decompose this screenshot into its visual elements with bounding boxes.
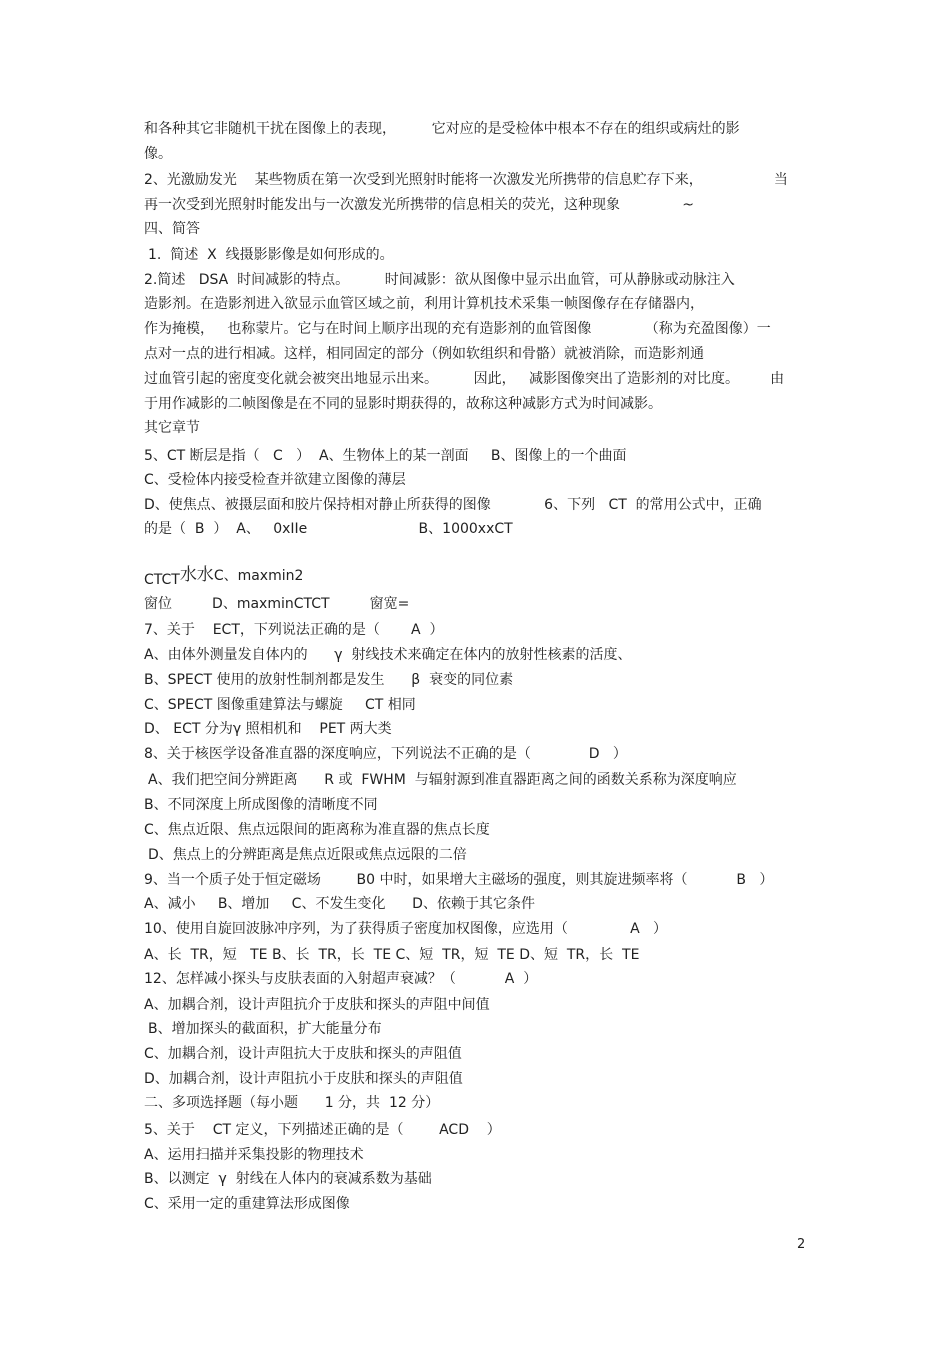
text-line: 作为掩模， 也称蒙片。它与在时间上顺序出现的充有造影剂的血管图像 （称为充盈图像）一 (144, 321, 771, 337)
option-line: C、焦点近限、焦点远限间的距离称为准直器的焦点长度 (144, 822, 490, 838)
option-line: A、减小 B、增加 C、不发生变化 D、依赖于其它条件 (144, 896, 535, 912)
option-line: A、我们把空间分辨距离 R 或 FWHM 与辐射源到准直器距离之间的函数关系称为深度响应 (148, 772, 737, 788)
option-line: A、运用扫描并采集投影的物理技术 (144, 1147, 364, 1163)
option-line: D、 ECT 分为γ 照相机和 PET 两大类 (144, 721, 392, 737)
option-line: B、不同深度上所成图像的清晰度不同 (144, 797, 378, 813)
question-line: 8、关于核医学设备准直器的深度响应，下列说法不正确的是（ D ） (144, 746, 627, 762)
option-line: A、加耦合剂，设计声阻抗介于皮肤和探头的声阻中间值 (144, 997, 490, 1013)
text-line: 和各种其它非随机干扰在图像上的表现， 它对应的是受检体中根本不存在的组织或病灶的影 (144, 121, 740, 137)
text-line: 2、光激励发光 某些物质在第一次受到光照射时能将一次激发光所携带的信息贮存下来， 当 (144, 172, 788, 188)
option-line: D、加耦合剂，设计声阻抗小于皮肤和探头的声阻值 (144, 1071, 463, 1087)
option-line: D、焦点上的分辨距离是焦点近限或焦点远限的二倍 (148, 847, 467, 863)
question-line: 7、关于 ECT，下列说法正确的是（ A ） (144, 622, 444, 638)
option-line: C、采用一定的重建算法形成图像 (144, 1196, 350, 1212)
section-heading: 二、多项选择题（每小题 1 分，共 12 分） (144, 1095, 440, 1111)
formula-line: CTCT (144, 572, 180, 588)
option-line: C、SPECT 图像重建算法与螺旋 CT 相同 (144, 697, 416, 713)
question-line: 5、关于 CT 定义，下列描述正确的是（ ACD ） (144, 1122, 501, 1138)
question-line: 10、使用自旋回波脉冲序列，为了获得质子密度加权图像，应选用（ A ） (144, 921, 668, 937)
text-line: 点对一点的进行相减。这样，相同固定的部分（例如软组织和骨骼）就被消除，而造影剂通 (144, 346, 704, 362)
formula-line: 窗位 D、maxminCTCT 窗宽= (144, 596, 410, 612)
option-line: B、以测定 γ 射线在人体内的衰减系数为基础 (144, 1171, 432, 1187)
text-line: 过血管引起的密度变化就会被突出地显示出来。 因此， 减影图像突出了造影剂的对比度。 由 (144, 371, 785, 387)
text-line: 造影剂。在造影剂进入欲显示血管区域之前，利用计算机技术采集一帧图像存在存储器内， (144, 296, 704, 312)
question-line: 1. 简述 X 线摄影影像是如何形成的。 (148, 247, 394, 263)
section-heading: 四、简答 (144, 221, 200, 237)
text-line: 于用作减影的二帧图像是在不同的显影时期获得的，故称这种减影方式为时间减影。 (144, 396, 662, 412)
section-heading: 其它章节 (144, 420, 200, 436)
water-glyph: 水水 (179, 565, 214, 585)
question-line: 2.简述 DSA 时间减影的特点。 时间减影：欲从图像中显示出血管，可从静脉或动脉注入 (144, 272, 735, 288)
option-line: A、长 TR，短 TE B、长 TR，长 TE C、短 TR，短 TE D、短 TR，长 TE (144, 947, 640, 963)
question-line: 12、怎样减小探头与皮肤表面的入射超声衰减？（ A ） (144, 971, 538, 987)
option-line: D、使焦点、被摄层面和胶片保持相对静止所获得的图像 6、下列 CT 的常用公式中，正确 (144, 497, 762, 513)
option-line: C、受检体内接受检查并欲建立图像的薄层 (144, 472, 406, 488)
option-line: B、SPECT 使用的放射性制剂都是发生 β 衰变的同位素 (144, 672, 514, 688)
option-line: A、由体外测量发自体内的 γ 射线技术来确定在体内的放射性核素的活度、 (144, 647, 632, 663)
text-line: 再一次受到光照射时能发出与一次激发光所携带的信息相关的荧光，这种现象 ~ (144, 197, 695, 213)
text-line: 像。 (144, 146, 172, 162)
question-line: 5、CT 断层是指（ C ） A、生物体上的某一剖面 B、图像上的一个曲面 (144, 448, 627, 464)
formula-text: C、maxmin2 (213, 568, 304, 584)
question-line: 9、当一个质子处于恒定磁场 B0 中时，如果增大主磁场的强度，则其旋进频率将（ B ） (144, 872, 774, 888)
page-number: 2 (797, 1237, 806, 1252)
option-line: 的是（ B ） A、 0xIIe B、1000xxCT (144, 521, 513, 537)
option-line: C、加耦合剂，设计声阻抗大于皮肤和探头的声阻值 (144, 1046, 462, 1062)
formula-line (162, 545, 304, 585)
option-line: B、增加探头的截面积，扩大能量分布 (148, 1021, 382, 1037)
